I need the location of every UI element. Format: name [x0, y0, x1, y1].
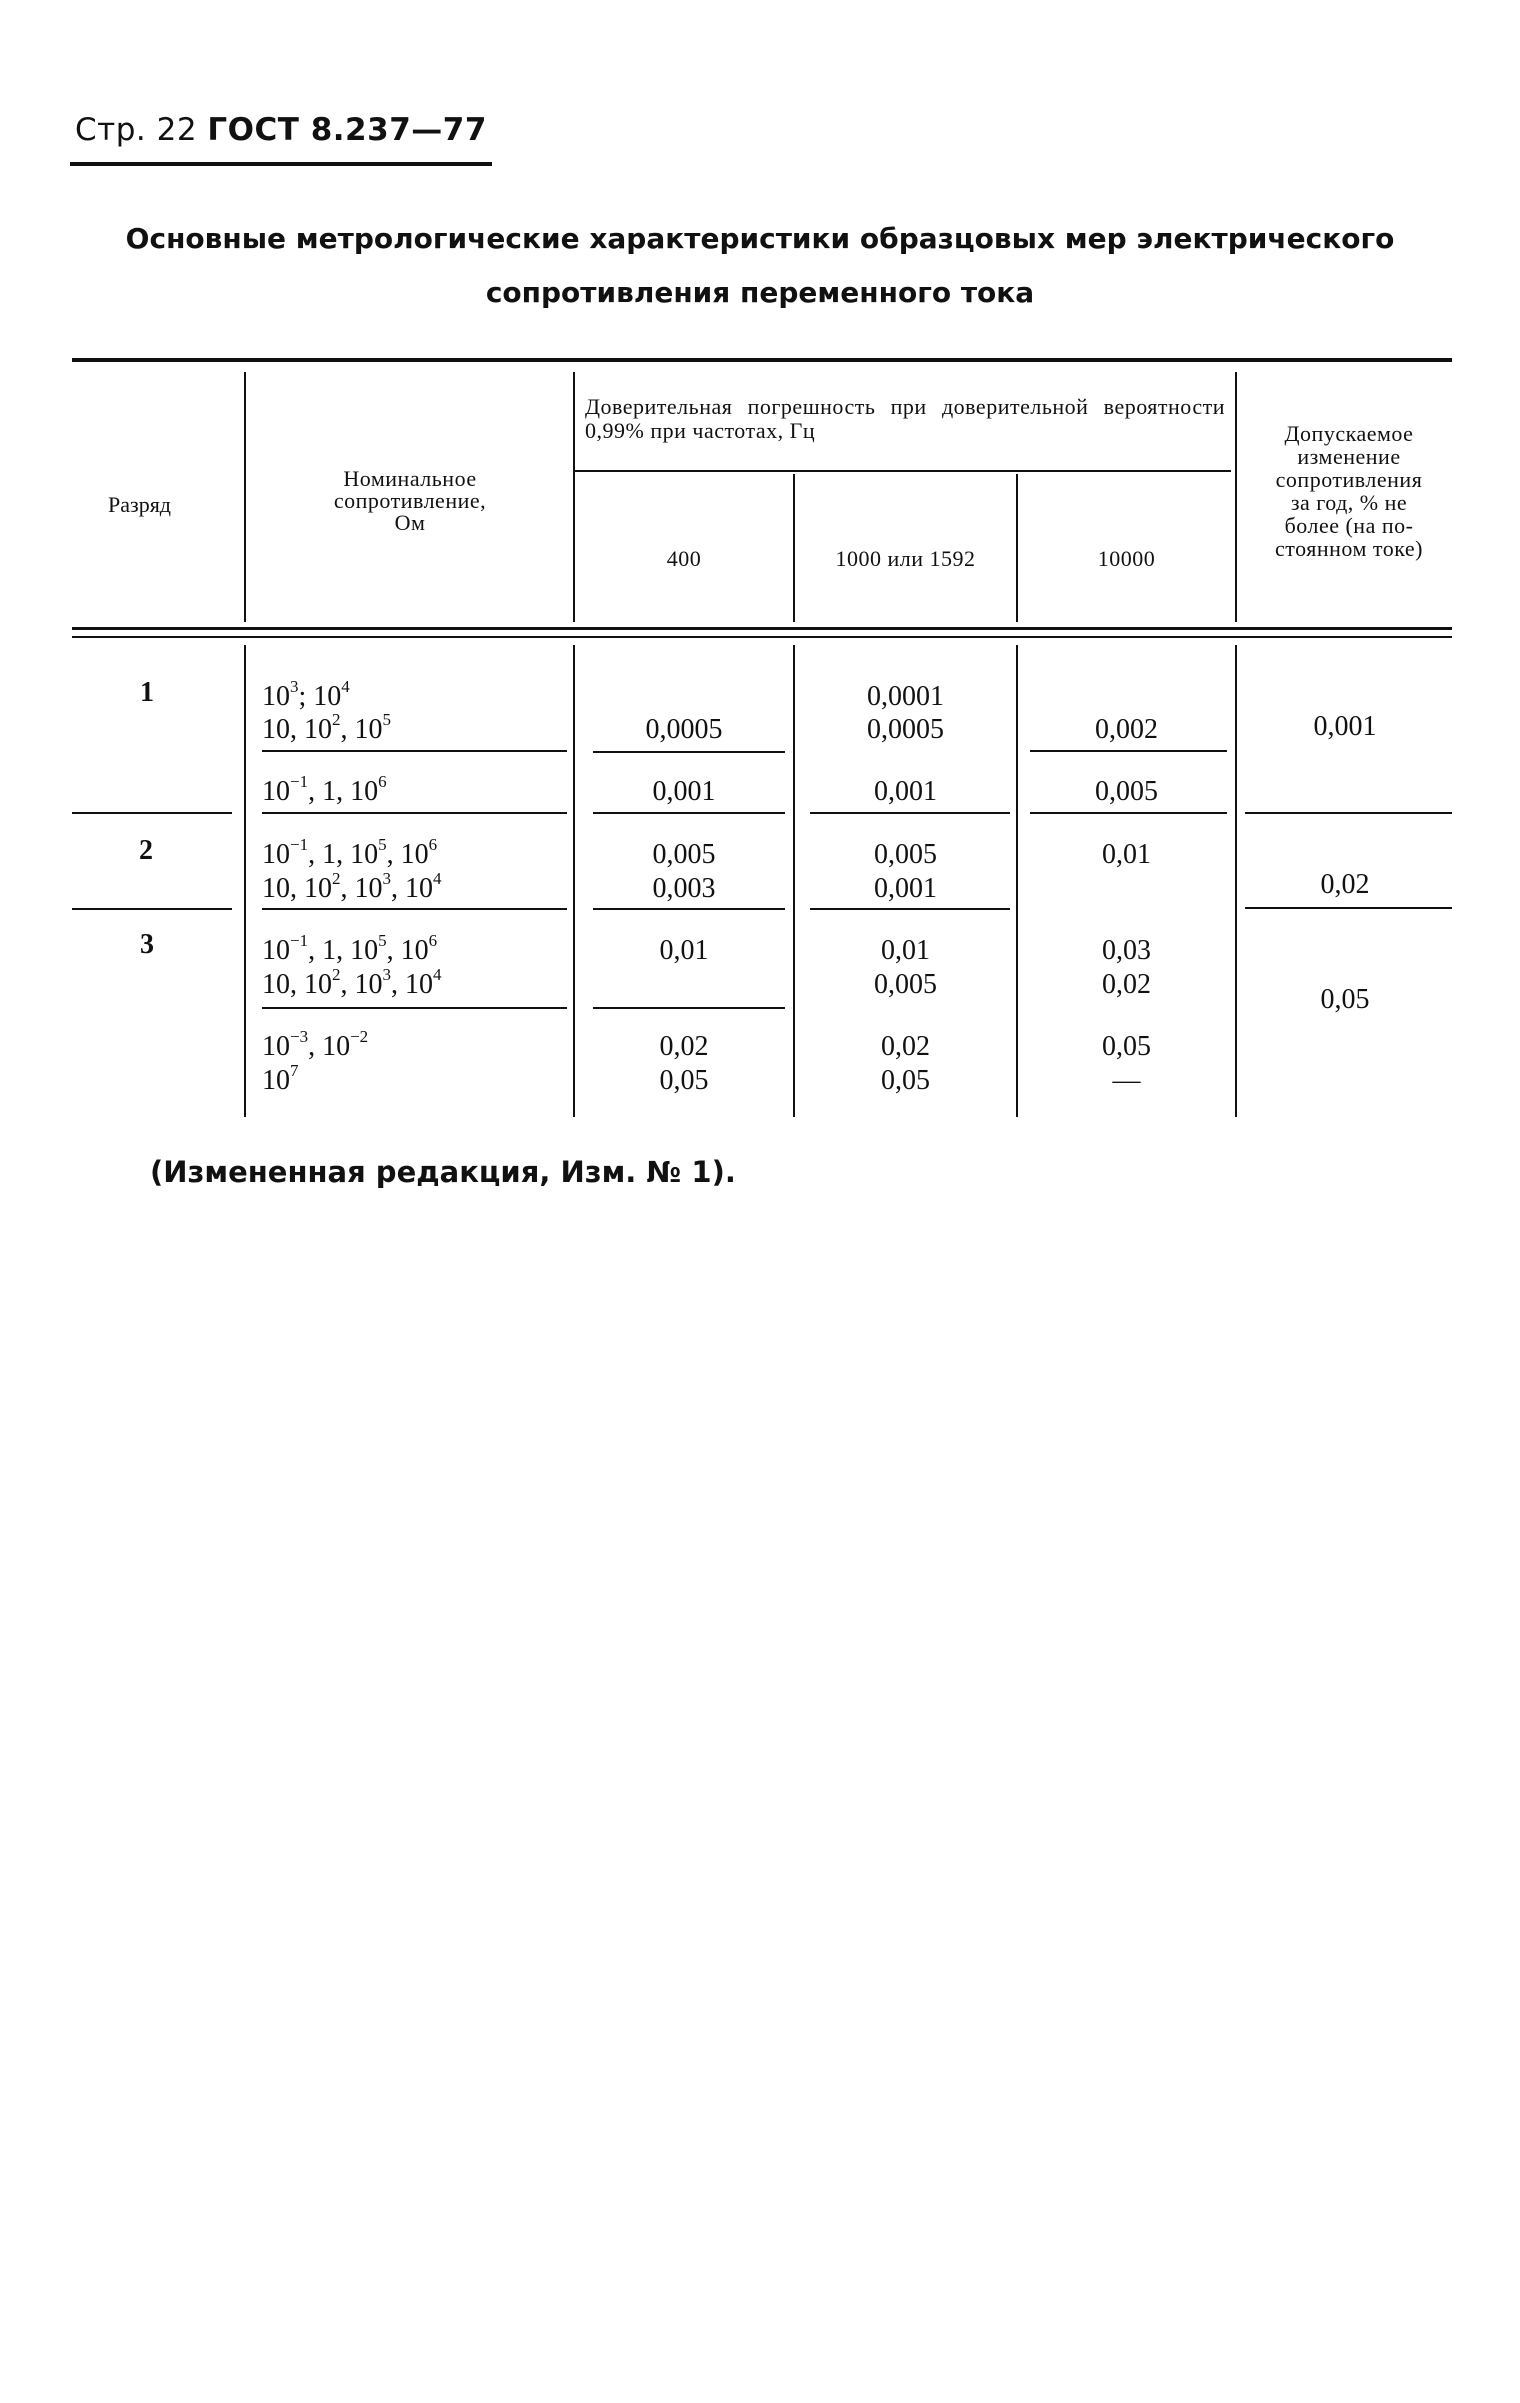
header-col-divider-1 [244, 372, 246, 622]
value-r1-1000-c: 0,001 [874, 776, 937, 807]
table-top-rule [72, 358, 1452, 362]
r2-r3-rule-nominal [262, 908, 567, 910]
header-rank: Разряд [108, 492, 172, 517]
r2-r3-rule-change [1245, 907, 1452, 909]
value-r1-400-c: 0,001 [652, 776, 716, 807]
nominal-r2-a: $10^{-1}$, 1, $10^5$, $10^6$ [262, 834, 438, 870]
value-r3-1000-a: 0,01 [881, 935, 930, 966]
value-r3-10000-b: 0,02 [1102, 969, 1151, 1000]
r2-r3-rule-400 [593, 908, 785, 910]
header-col-divider-5 [1235, 372, 1237, 622]
page-number: Стр. 22 [75, 112, 198, 148]
value-r3-10000-a: 0,03 [1102, 935, 1151, 966]
r1-sub-rule-nominal [262, 750, 567, 752]
page-header [75, 112, 487, 148]
nominal-r1-c: $10^{-1}$, 1, $10^6$ [262, 771, 387, 807]
r1-sub-rule-400 [593, 751, 785, 753]
standard-code: ГОСТ 8.237—77 [207, 112, 487, 148]
body-col-divider-5 [1235, 645, 1237, 1117]
header-col-divider-2 [573, 372, 575, 622]
value-r2-10000-a: 0,01 [1102, 839, 1151, 870]
nominal-r3-d: $10^7$ [262, 1060, 299, 1096]
error-group-rule [575, 470, 1231, 472]
header-allowed-change: Допускаемое изменение сопротивления за год, % не более (на по- стоянном токе) [1275, 421, 1423, 561]
value-r3-1000-c: 0,02 [881, 1031, 930, 1062]
value-r3-10000-d: — [1112, 1065, 1141, 1096]
value-r3-1000-b: 0,005 [874, 969, 937, 1000]
table-title-line2: сопротивления переменного тока [485, 276, 1035, 309]
value-r1-1000-b: 0,0005 [867, 714, 944, 745]
change-r3: 0,05 [1320, 984, 1370, 1015]
nominal-r1-b: 10, $10^2$, $10^5$ [262, 709, 391, 745]
change-r1: 0,001 [1313, 711, 1377, 742]
rank-1: 1 [140, 677, 154, 708]
value-r2-1000-a: 0,005 [874, 839, 937, 870]
value-r1-400-ab: 0,0005 [645, 714, 723, 745]
value-r1-10000-ab: 0,002 [1095, 714, 1158, 745]
r3-sub-rule-nominal [262, 1007, 567, 1009]
header-freq-10000: 10000 [1097, 546, 1156, 571]
value-r3-10000-c: 0,05 [1102, 1031, 1151, 1062]
value-r1-10000-c: 0,005 [1095, 776, 1158, 807]
r2-r3-rule-1000 [810, 908, 1010, 910]
value-r2-1000-b: 0,001 [874, 873, 937, 904]
header-bottom-rule-1 [72, 627, 1452, 630]
value-r3-400-a: 0,01 [659, 935, 709, 966]
header-nominal: Номинальное сопротивление, Ом [333, 466, 487, 535]
change-r2: 0,02 [1320, 869, 1370, 900]
nominal-r3-a: $10^{-1}$, 1, $10^5$, $10^6$ [262, 930, 438, 966]
value-r3-400-c: 0,02 [659, 1031, 709, 1062]
table-title-line1: Основные метрологические характеристики образцовых мер электрического [125, 222, 1395, 255]
r3-sub-rule-400 [593, 1007, 785, 1009]
r2-r3-rule [72, 908, 232, 910]
value-r2-400-a: 0,005 [652, 839, 716, 870]
r1-sub-rule-10000 [1030, 750, 1227, 752]
nominal-r2-b: 10, $10^2$, $10^3$, $10^4$ [262, 868, 442, 904]
amendment-note: (Измененная редакция, Изм. № 1). [150, 1155, 736, 1189]
header-freq-400: 400 [666, 546, 702, 571]
value-r3-1000-d: 0,05 [881, 1065, 930, 1096]
header-bottom-rule-2 [72, 636, 1452, 638]
header-rule [70, 162, 492, 166]
r1-r2-rule-1000 [810, 812, 1010, 814]
r1-r2-rule-change [1245, 812, 1452, 814]
body-col-divider-1 [244, 645, 246, 1117]
value-r1-1000-a: 0,0001 [867, 681, 944, 712]
r1-r2-rule-nominal [262, 812, 567, 814]
header-freq-1000: 1000 или 1592 [835, 546, 976, 571]
rank-3: 3 [140, 929, 154, 960]
rank-2: 2 [139, 835, 153, 866]
r1-r2-rule [72, 812, 232, 814]
value-r2-400-b: 0,003 [652, 873, 716, 904]
r1-r2-rule-10000 [1030, 812, 1227, 814]
value-r3-400-d: 0,05 [659, 1065, 709, 1096]
r1-r2-rule-400 [593, 812, 785, 814]
nominal-r3-b: 10, $10^2$, $10^3$, $10^4$ [262, 964, 442, 1000]
header-error-group: Доверительная погрешность при доверительной вероятности 0,99% при частотах, Гц [585, 394, 1225, 443]
nominal-r1-a: $10^3$; $10^4$ [262, 676, 350, 712]
nominal-r3-c: $10^{-3}$, $10^{-2}$ [262, 1026, 369, 1062]
